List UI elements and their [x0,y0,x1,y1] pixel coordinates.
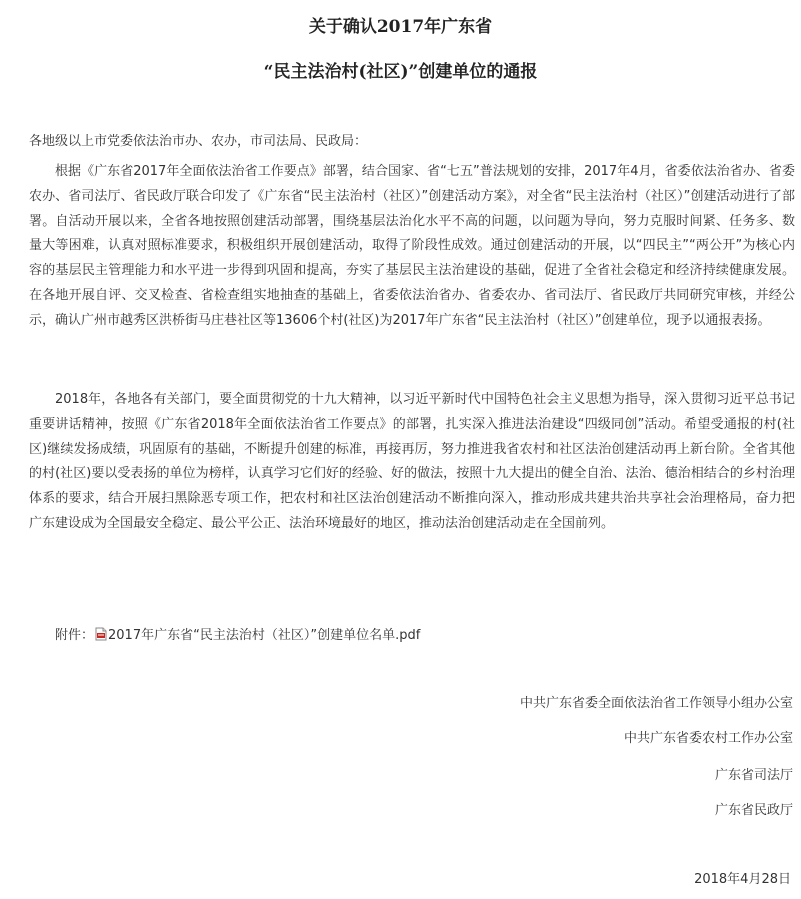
body-paragraph-2: 2018年，各地各有关部门，要全面贯彻党的十九大精神，以习近平新时代中国特色社会主义思想为指导，深入贯彻习近平总书记重要讲话精神，按照《广东省2018年全面依法治省工作要点》的部署，扎实深入推进法治建设“四级同创”活动。希望受通报的村(社区)继续发扬成绩，巩固原有的基础，不断提升创建的标准，再接再厉，努力推进我省农村和社区法治创建活动再上新台阶。全省其他的村(社区)要以受表扬的单位为榜样，认真学习它们好的经验、好的做法，按照十九大提出的健全自治、法治、德治相结合的乡村治理体系的要求，结合开展扫黑除恶专项工作，把农村和社区法治创建活动不断推向深入，推动形成共建共治共享社会治理格局，奋力把广东建设成为全国最安全稳定、最公平公正、法治环境最好的地区，推动法治创建活动走在全国前列。 [29,392,795,531]
document-title-line1: 关于确认2017年广东省 [308,17,493,37]
signer-3: 广东省司法厅 [714,768,793,783]
signer-4: 广东省民政厅 [714,803,793,818]
attachment-row [55,624,420,643]
attachment-link[interactable]: 2017年广东省“民主法治村（社区）”创建单位名单.pdf [108,628,421,643]
salutation: 各地级以上市党委依法治市办、农办，市司法局、民政局： [29,134,368,149]
issue-date: 2018年4月28日 [694,872,791,887]
body-paragraph-1: 根据《广东省2017年全面依法治省工作要点》部署，结合国家、省“七五”普法规划的安排，2017年4月，省委依法治省办、省委农办、省司法厅、省民政厅联合印发了《广东省“民主法治村（社区）”创建活动方案》，对全省“民主法治村（社区）”创建活动进行了部署。自活动开展以来，全省各地按照创建活动部署，围绕基层法治化水平不高的问题，以问题为导向，努力克服时间紧、任务多、数量大等困难，认真对照标准要求，积极组织开展创建活动，取得了阶段性成效。通过创建活动的开展，以“四民主”“两公开”为核心内容的基层民主管理能力和水平进一步得到巩固和提高，夯实了基层民主法治建设的基础，促进了全省社会稳定和经济持续健康发展。在各地开展自评、交叉检查、省检查组实地抽查的基础上，省委依法治省办、省委农办、省司法厅、省民政厅共同研究审核，并经公示，确认广州市越秀区洪桥街马庄巷社区等13606个村(社区)为2017年广东省“民主法治村（社区）”创建单位，现予以通报表扬。 [29,164,795,328]
signer-1: 中共广东省委全面依法治省工作领导小组办公室 [519,696,793,711]
document-title-line2: “民主法治村(社区)”创建单位的通报 [263,62,538,82]
attachment-label: 附件： [55,628,95,643]
signer-2: 中共广东省委农村工作办公室 [623,731,793,746]
pdf-file-icon [95,627,107,641]
